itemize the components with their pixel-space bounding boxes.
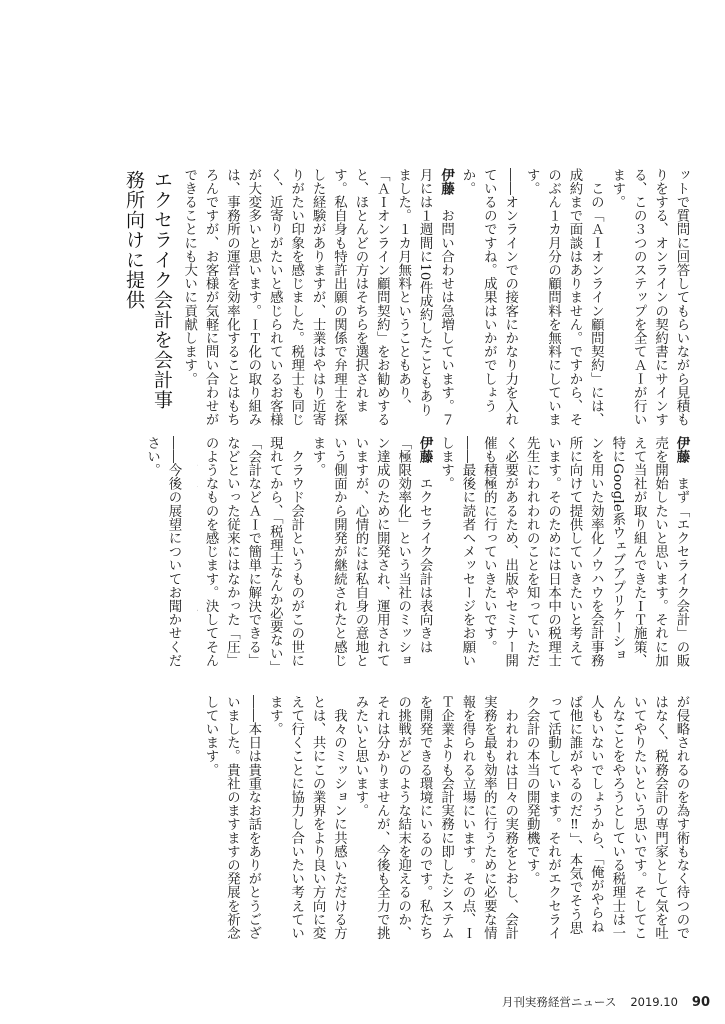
speaker-name: 伊藤 <box>417 436 433 464</box>
paragraph: 伊藤 エクセライク会計は表向きは「極限効率化」という当社のミッション達成のために開発され、運用されていますが、心情的には私自身の意地という側面から開発が継続されたと感じます。 <box>310 436 433 668</box>
paragraph: われわれは日々の実務をとおし、会計実務を最も効率的に行うために必要な情報を得られる立場にいます。その点、ＩＴ企業よりも会計実務に即したシステムを開発できる環境にいるのです。私たちの挑戦がどのような結末を迎えるのか、それは分かりませんが、今後も全力で挑みたいと思います。 <box>352 695 518 940</box>
question: ――最後に読者へメッセージをお願いします。 <box>438 436 475 668</box>
question: ――今後の展望についてお聞かせください。 <box>144 436 181 668</box>
issue-date: 2019.10 <box>630 995 678 1009</box>
text-column-middle <box>197 436 692 668</box>
text-column-lower <box>200 695 692 945</box>
page-number: 90 <box>691 994 710 1010</box>
paragraph: 我々のミッションに共感いただける方とは、共にこの業界をより良い方向に変えて行くことに協力し合いたい考えています。 <box>267 695 347 940</box>
paragraph: クラウド会計というものがこの世に現れてから、「税理士なんか必要ない」「会計などＡＩで簡単に解決できる」などといった従来にはなかった「圧」のようなものを感じます。決してそん <box>203 436 304 668</box>
speaker-name: 伊藤 <box>438 168 454 196</box>
page-footer <box>470 992 710 1012</box>
paragraph: 伊藤 まず「エクセライク会計」の販売を開始したいと思います。それに加えて当社が取り組んできたＩＴ施策、特にGoogle系ウェブアプリケーションを用いた効率化ノウハウを会計事務所に向けて提供していきたいと考えています。そのためには日本中の税理士先生にわれわれのことを知っていただく必要があるため、出版やセミナー開催も積極的に行っていきたいです。 <box>481 436 689 668</box>
paragraph: この「ＡＩオンライン顧問契約」には、成約まで面談はありません。ですから、そのぶん１カ月分の顧問料を無料にしています。 <box>524 168 604 427</box>
text-column-question <box>72 436 184 668</box>
speaker-name: 伊藤 <box>674 436 689 464</box>
section-heading: エクセライク会計を会計事務所向けに提供 <box>123 170 173 410</box>
magazine-title: 月刊実務経営ニュース <box>501 995 617 1009</box>
paragraph: 伊藤 お問い合わせは急増しています。７月には１週間に10件成約したこともありました。１カ月無料ということもあり、「ＡＩオンライン顧問契約」をお勧めすると、ほとんどの方はそちらを選択されます。私自身も特許出願の関係で弁理士を探した経験がありますが、士業はやはり近寄りがたい印象を感じました。税理士も同じく、近寄りがたいと感じられているお客様が大変多いと思います。ＩＴ化の取り組みは、事務所の運営を効率化することはもちろんですが、お客様が気軽に問い合わせができることにも大いに貢献します。 <box>181 168 454 427</box>
paragraph: が侵略されるのを為す術もなく待つのではなく、税務会計の専門家として気を吐いてやりたいという思いです。そしてこんなことをやろうとしている税理士は一人もいないでしょうから、「俺がやらねば他に誰がやるのだ‼」、本気でそう思って活動しています。それがエクセライク会計の本当の開発動機です。 <box>524 695 689 940</box>
question: ――オンラインでの接客にかなり力を入れているのですね。成果はいかがでしょうか。 <box>459 168 518 427</box>
question: ――本日は貴重なお話をありがとうございました。貴社のますますの発展を祈念しています。 <box>203 695 261 940</box>
paragraph: ットで質問に回答してもらいながら見積もりをする、オンラインの契約書にサインする、この３つのステップを全てＡＩが行います。 <box>609 168 689 427</box>
